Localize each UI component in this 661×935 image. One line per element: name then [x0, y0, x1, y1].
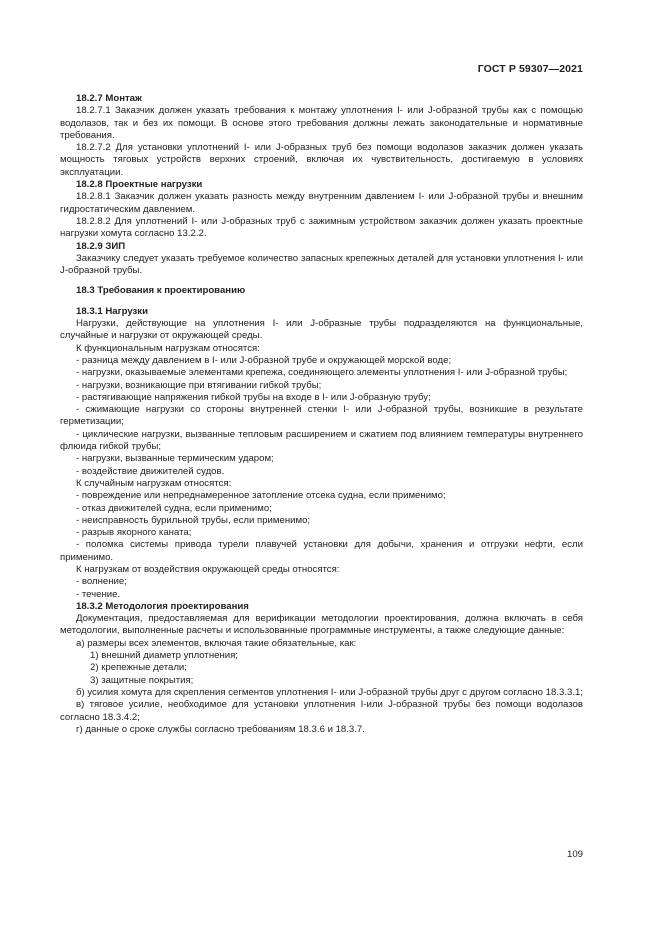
- paragraph: 18.2.7.1 Заказчик должен указать требования к монтажу уплотнения I- или J-образной трубы как с помощью водолазов, так и без их помощи. В основе этого требования должны лежать законодательные и нормативные требования.: [60, 105, 583, 141]
- paragraph: Документация, предоставляемая для верификации методологии проектирования, должна включать в себя методологии, выполненные расчеты и использованные программные инструменты, а также следующие данные:: [60, 613, 583, 637]
- paragraph: - воздействие движителей судов.: [76, 465, 225, 477]
- paragraph: - циклические нагрузки, вызванные тепловым расширением и сжатием под влиянием температуры внутреннего флюида гибкой трубы;: [60, 428, 583, 453]
- paragraph: - волнение;: [76, 576, 127, 588]
- page-number: 109: [566, 849, 583, 860]
- paragraph: а) размеры всех элементов, включая такие обязательные, как:: [76, 637, 357, 649]
- paragraph: - нагрузки, оказываемые элементами крепежа, соединяющего элементы уплотнения I- или J-образной трубы;: [76, 367, 568, 379]
- paragraph: г) данные о сроке службы согласно требованиям 18.3.6 и 18.3.7.: [76, 723, 365, 735]
- paragraph: 1) внешний диаметр уплотнения;: [90, 650, 238, 662]
- section-spacer: [60, 298, 583, 306]
- paragraph: - неисправность бурильной трубы, если применимо;: [76, 514, 311, 526]
- paragraph: - растягивающие напряжения гибкой трубы на входе в I- или J-образную трубу;: [76, 391, 431, 403]
- paragraph: 18.2.8.2 Для уплотнений I- или J-образных труб с зажимным устройством заказчик должен указать проектные нагрузки хомута согласно 13.2.2.: [60, 215, 583, 240]
- paragraph: Заказчику следует указать требуемое количество запасных крепежных деталей для установки уплотнения I- или J-образной трубы.: [60, 252, 583, 277]
- paragraph: 3) защитные покрытия;: [90, 674, 194, 686]
- paragraph: К случайным нагрузкам относятся:: [76, 477, 232, 489]
- paragraph: - разница между давлением в I- или J-образной трубе и окружающей морской воде;: [76, 354, 452, 366]
- page-body: [60, 93, 583, 736]
- section-heading: 18.2.8 Проектные нагрузки: [76, 179, 203, 191]
- paragraph: К нагрузкам от воздействия окружающей среды относятся:: [76, 563, 340, 575]
- section-heading: 18.3.1 Нагрузки: [76, 305, 149, 317]
- paragraph: в) тяговое усилие, необходимое для установки уплотнения I-или J-образной трубы без помощи водолазов согласно 18.3.4.2;: [60, 699, 583, 723]
- paragraph: - течение.: [76, 588, 121, 600]
- section-spacer: [60, 277, 583, 285]
- section-heading: 18.2.9 ЗИП: [76, 240, 126, 252]
- paragraph: 18.2.7.2 Для установки уплотнений I- или J-образных труб без помощи водолазов заказчик должен указать мощность тяговых устройств верхних строений, включая их чувствительность, достигаемую в условиях эксплуатации.: [60, 142, 583, 178]
- paragraph: б) усилия хомута для скрепления сегментов уплотнения I- или J-образной трубы друг с другом согласно 18.3.3.1;: [76, 686, 583, 698]
- paragraph: К функциональным нагрузкам относятся:: [76, 342, 260, 354]
- paragraph: - отказ движителей судна, если применимо;: [76, 502, 272, 514]
- paragraph: - нагрузки, возникающие при втягивании гибкой трубы;: [76, 379, 322, 391]
- paragraph: - поломка системы привода турели плавучей установки для добычи, хранения и отгрузки нефти, если применимо.: [60, 539, 583, 563]
- section-heading: 18.3 Требования к проектированию: [76, 285, 246, 297]
- paragraph: - нагрузки, вызванные термическим ударом;: [76, 453, 274, 465]
- paragraph: 2) крепежные детали;: [90, 662, 187, 674]
- section-heading: 18.2.7 Монтаж: [76, 93, 142, 104]
- paragraph: - сжимающие нагрузки со стороны внутренней стенки I- или J-образной трубы, возникшие в результате герметизации;: [60, 404, 583, 428]
- section-heading: 18.3.2 Методология проектирования: [76, 600, 249, 612]
- paragraph: 18.2.8.1 Заказчик должен указать разность между внутренним давлением I- или J-образной трубы и внешним гидростатическим давлением.: [60, 191, 583, 215]
- paragraph: Нагрузки, действующие на уплотнения I- или J-образные трубы подразделяются на функциональные, случайные и нагрузки от окружающей среды.: [60, 318, 583, 342]
- paragraph: - повреждение или непреднамеренное затопление отсека судна, если применимо;: [76, 490, 446, 502]
- paragraph: - разрыв якорного каната;: [76, 527, 192, 539]
- document-code: ГОСТ Р 59307—2021: [477, 63, 583, 75]
